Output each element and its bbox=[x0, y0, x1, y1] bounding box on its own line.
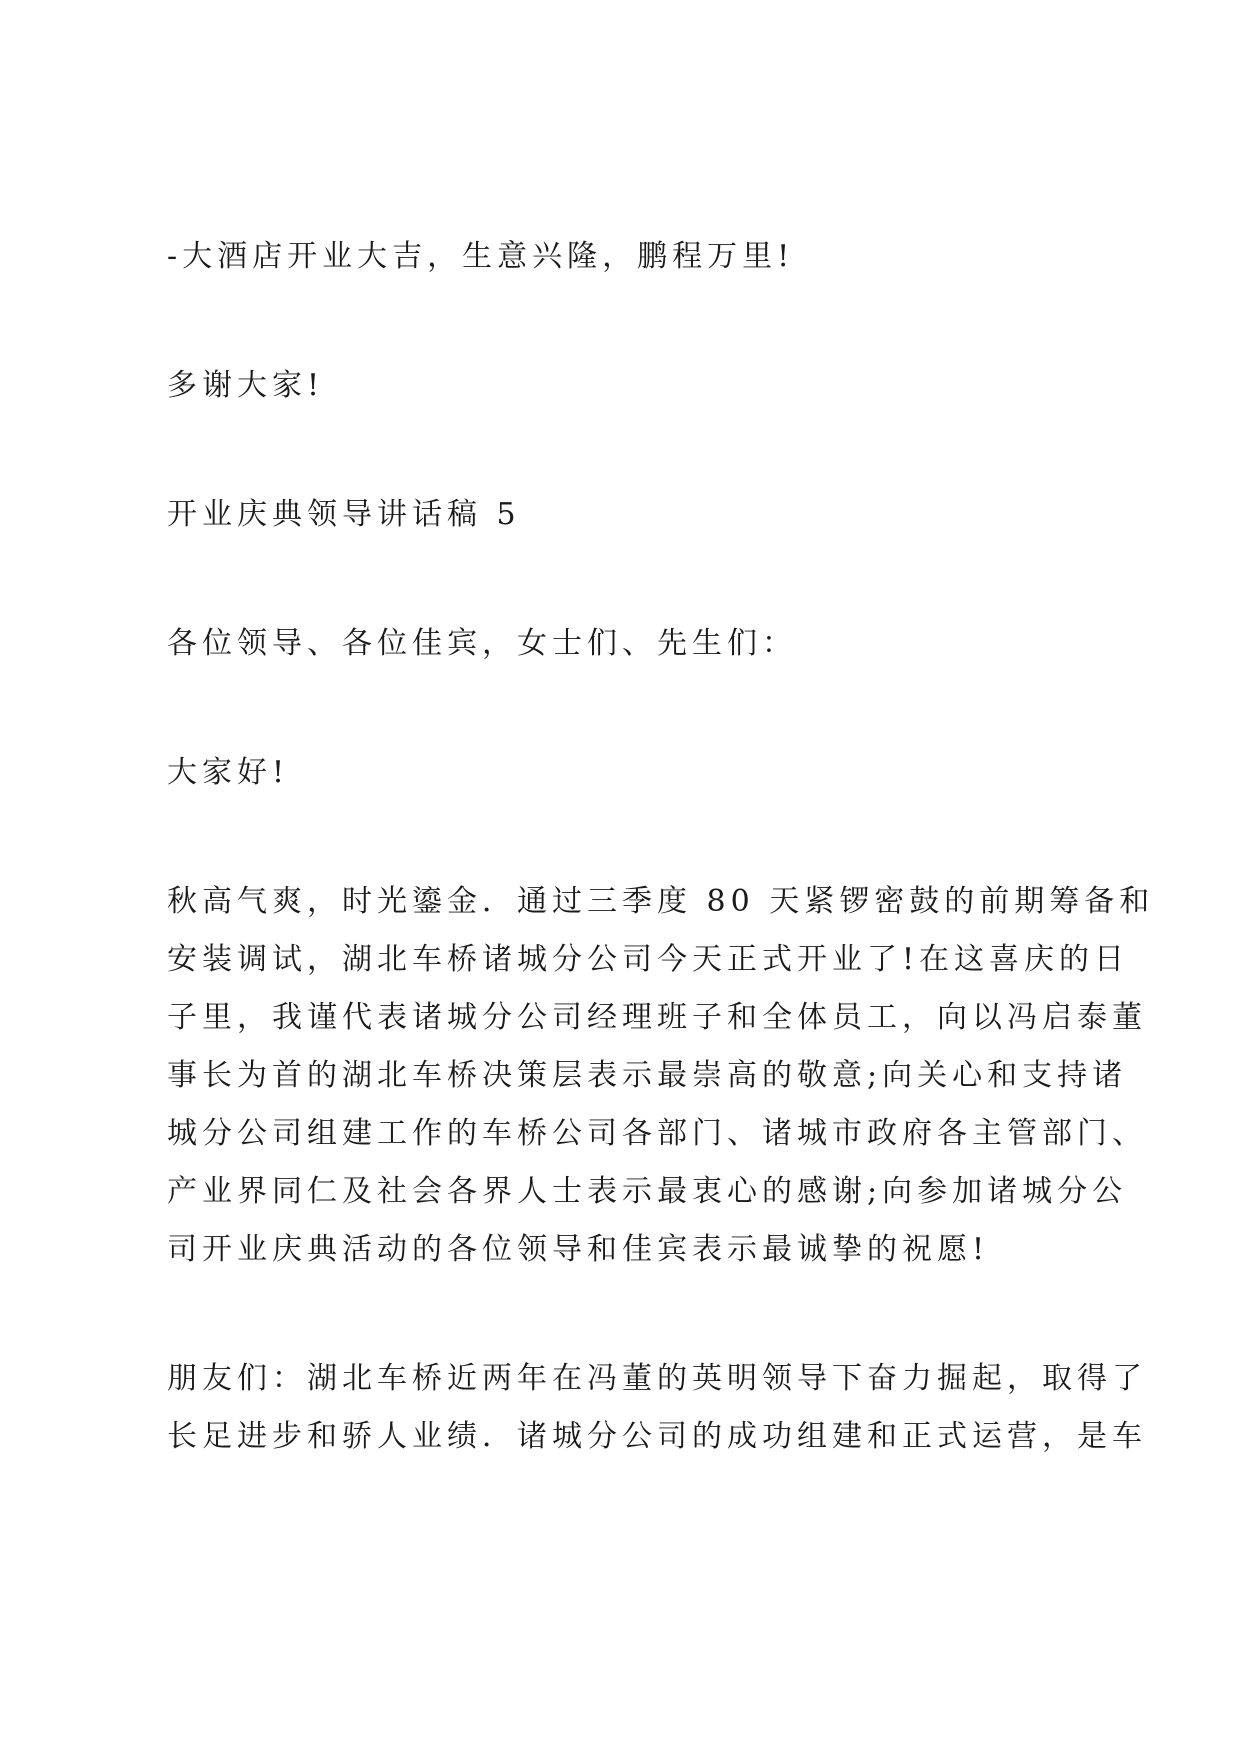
paragraph-line: 朋友们：湖北车桥近两年在冯董的英明领导下奋力掘起，取得了 bbox=[167, 1361, 1147, 1396]
opening-paragraph bbox=[167, 873, 1155, 1279]
paragraph-line: 司开业庆典活动的各位领导和佳宾表示最诚挚的祝愿! bbox=[167, 1232, 990, 1267]
salutation-line: 各位领导、各位佳宾，女士们、先生们： bbox=[167, 626, 797, 661]
paragraph-line: 产业界同仁及社会各界人士表示最衷心的感谢;向参加诸城分公 bbox=[167, 1174, 1128, 1209]
paragraph-line: 事长为首的湖北车桥决策层表示最崇高的敬意;向关心和支持诸 bbox=[167, 1058, 1128, 1093]
paragraph-line: 长足进步和骄人业绩．诸城分公司的成功组建和正式运营，是车 bbox=[167, 1419, 1147, 1454]
closing-wish-line: -大酒店开业大吉，生意兴隆，鹏程万里! bbox=[167, 239, 795, 274]
document-body bbox=[167, 228, 1155, 1466]
paragraph-line: 秋高气爽，时光鎏金．通过三季度 80 天紧锣密鼓的前期筹备和 bbox=[167, 884, 1155, 919]
friends-paragraph bbox=[167, 1350, 1147, 1466]
paragraph-line: 子里，我谨代表诸城分公司经理班子和全体员工，向以冯启泰董 bbox=[167, 1000, 1147, 1035]
greeting-line: 大家好! bbox=[167, 755, 290, 790]
paragraph-line: 安装调试，湖北车桥诸城分公司今天正式开业了!在这喜庆的日 bbox=[167, 942, 1130, 977]
thanks-line: 多谢大家! bbox=[167, 368, 325, 403]
section-title: 开业庆典领导讲话稿 5 bbox=[167, 497, 521, 532]
paragraph-line: 城分公司组建工作的车桥公司各部门、诸城市政府各主管部门、 bbox=[167, 1116, 1147, 1151]
